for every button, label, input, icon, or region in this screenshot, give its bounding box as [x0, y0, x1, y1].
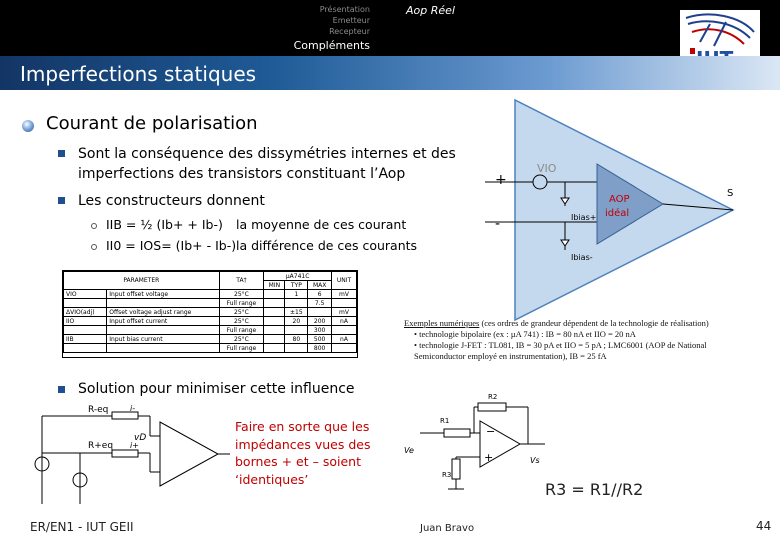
advice-text [235, 418, 383, 488]
table-cell [64, 299, 107, 308]
aop-label: AOP [609, 194, 630, 205]
table-cell: 25°C [219, 317, 264, 326]
vio-label: VIO [537, 162, 557, 175]
formula-iib-desc: la moyenne de ces courant [236, 217, 407, 232]
table-row [64, 290, 357, 299]
i-plus-label: i+ [130, 441, 139, 450]
table-subheader: MIN [264, 281, 285, 290]
table-cell [332, 299, 357, 308]
svg-text:+: + [484, 451, 494, 464]
r3-formula: R3 = R1//R2 [545, 480, 644, 499]
formula-iio: II0 = IOS= (Ib+ - Ib-) [106, 238, 237, 253]
bullet-square-icon [58, 386, 65, 393]
sub-bullet-icon [91, 244, 97, 250]
table-row [64, 299, 357, 308]
table-cell [264, 335, 285, 344]
table-cell: 200 [308, 317, 332, 326]
nav-item-complements[interactable]: Compléments [293, 39, 370, 52]
table-cell [264, 290, 285, 299]
table-cell [285, 299, 308, 308]
page-number: 44 [756, 519, 772, 533]
table-cell: IIB [64, 335, 107, 344]
table-cell: Input bias current [107, 335, 219, 344]
advice-line: Faire en sorte que les [235, 419, 370, 434]
resistor-icon [112, 450, 138, 457]
opamp-bias-diagram [485, 98, 745, 323]
footer-author: Juan Bravo [420, 523, 475, 534]
table-cell: 1 [285, 290, 308, 299]
table-cell: 800 [308, 344, 332, 353]
table-cell: mV [332, 290, 357, 299]
resistor-r1-icon [444, 429, 470, 437]
resistor-r3-icon [452, 459, 460, 479]
ve-label: Ve [404, 446, 414, 455]
table-cell [285, 326, 308, 335]
left-circuit-diagram [30, 400, 230, 512]
examples-title-rest: (ces ordres de grandeur dépendent de la technologie de réalisation) [481, 318, 709, 328]
vs-label: Vs [530, 456, 540, 465]
table-header: µA741C [264, 272, 332, 281]
table-row [64, 335, 357, 344]
sub-bullet-icon [91, 223, 97, 229]
table-cell [332, 326, 357, 335]
resistor-icon [112, 412, 138, 419]
table-cell: 80 [285, 335, 308, 344]
table-cell: IIO [64, 317, 107, 326]
table-header: TA† [219, 272, 264, 290]
example-line: technologie J-FET : TL081, IB = 30 pA et IIO = 5 pA ; LMC6001 (AOP de National [419, 340, 707, 350]
table-row [64, 308, 357, 317]
table-cell [308, 308, 332, 317]
table-cell: 7.5 [308, 299, 332, 308]
table-row [64, 317, 357, 326]
table-cell [264, 308, 285, 317]
table-row [64, 326, 357, 335]
footer-course: ER/EN1 - IUT GEII [30, 520, 134, 534]
bullet-text: Sont la conséquence des dissymétries internes et des [78, 146, 456, 162]
table-cell: nA [332, 317, 357, 326]
table-cell [264, 317, 285, 326]
table-cell [107, 326, 219, 335]
svg-text:−: − [486, 425, 496, 438]
table-cell [285, 344, 308, 353]
nav-item-emetteur[interactable]: Emetteur [332, 16, 370, 25]
advice-line: bornes + et – soient [235, 454, 361, 469]
table-cell: 25°C [219, 290, 264, 299]
table-cell: mV [332, 308, 357, 317]
advice-line: ‘identiques’ [235, 471, 309, 487]
r1-label: R1 [440, 417, 450, 425]
table-cell: Full range [219, 326, 264, 335]
bullet-square-icon [58, 150, 65, 157]
req-label: R+eq [88, 441, 114, 451]
title-bar [0, 56, 780, 90]
ideal-label: idéal [605, 208, 630, 219]
table-header: PARAMETER [64, 272, 220, 290]
formula-iib: IIB = ½ (Ib+ + Ib-) [106, 217, 223, 232]
table-subheader: TYP [285, 281, 308, 290]
main-heading: Courant de polarisation [46, 113, 258, 134]
r3-label: R3 [442, 471, 452, 479]
table-cell: ±15 [285, 308, 308, 317]
output-label: S [727, 188, 734, 199]
examples-title: Exemples numériques [404, 318, 480, 328]
bullet-square-icon [58, 197, 65, 204]
table-subheader: MAX [308, 281, 332, 290]
table-cell [264, 299, 285, 308]
table-cell: 20 [285, 317, 308, 326]
example-line: Semiconductor employé en instrumentation), IB = 25 fA [414, 351, 607, 361]
table-cell: Full range [219, 299, 264, 308]
i-minus-label: i- [130, 404, 136, 413]
req-label: R-eq [88, 405, 109, 415]
table-cell: 25°C [219, 308, 264, 317]
resistor-r2-icon [478, 403, 506, 411]
nav-menu [280, 4, 370, 53]
nav-item-presentation[interactable]: Présentation [319, 5, 370, 14]
datasheet-table [62, 270, 358, 358]
minus-terminal: - [495, 216, 501, 232]
table-cell: 300 [308, 326, 332, 335]
advice-line: impédances vues des [235, 436, 371, 452]
table-cell: 6 [308, 290, 332, 299]
nav-item-recepteur[interactable]: Recepteur [329, 27, 370, 36]
example-line: technologie bipolaire (ex : µA 741) : IB = 80 nA et IIO = 20 nA [419, 329, 636, 339]
table-cell: VIO [64, 290, 107, 299]
plus-terminal: + [495, 172, 507, 188]
formula-iio-desc: la différence de ces courants [236, 238, 418, 253]
table-cell: Offset voltage adjust range [107, 308, 219, 317]
vd-label: vD [134, 433, 147, 443]
examples-block: Exemples numériques (ces ordres de grandeur dépendent de la technologie de réalisation) • technologie bipolaire (ex : µA 741) : IB = 80 nA et IIO = 20 nA • technologie J-FET : TL081, IB = 30 pA et IIO = 5 pA ; LMC6001 (AOP de National Semiconductor employé en instrumentation), IB = 25 fA [404, 318, 709, 361]
header-bar [0, 0, 780, 56]
table-header: UNIT [332, 272, 357, 290]
table-cell: ΔVIO(adj) [64, 308, 107, 317]
bullet-text: Les constructeurs donnent [78, 193, 265, 209]
table-cell [64, 326, 107, 335]
solution-text: Solution pour minimiser cette influence [78, 381, 355, 397]
table-cell [107, 299, 219, 308]
table-row [64, 344, 357, 353]
inverting-amp-circuit [400, 385, 550, 495]
table-cell: 500 [308, 335, 332, 344]
table-cell [264, 344, 285, 353]
table-cell: Full range [219, 344, 264, 353]
r2-label: R2 [488, 393, 498, 401]
table-cell [107, 344, 219, 353]
ibias-minus-label: Ibias- [571, 253, 593, 262]
table-cell: 25°C [219, 335, 264, 344]
table-cell: Input offset current [107, 317, 219, 326]
table-cell [332, 344, 357, 353]
section-label: Aop Réel [406, 4, 455, 17]
ibias-plus-label: Ibias+ [571, 213, 597, 222]
slide-title: Imperfections statiques [20, 62, 257, 86]
bullet-text: imperfections des transistors constituant l’Aop [78, 166, 406, 182]
table-cell: nA [332, 335, 357, 344]
heading-bullet-icon [22, 120, 34, 132]
table-cell [264, 326, 285, 335]
table-cell: Input offset voltage [107, 290, 219, 299]
table-cell [64, 344, 107, 353]
